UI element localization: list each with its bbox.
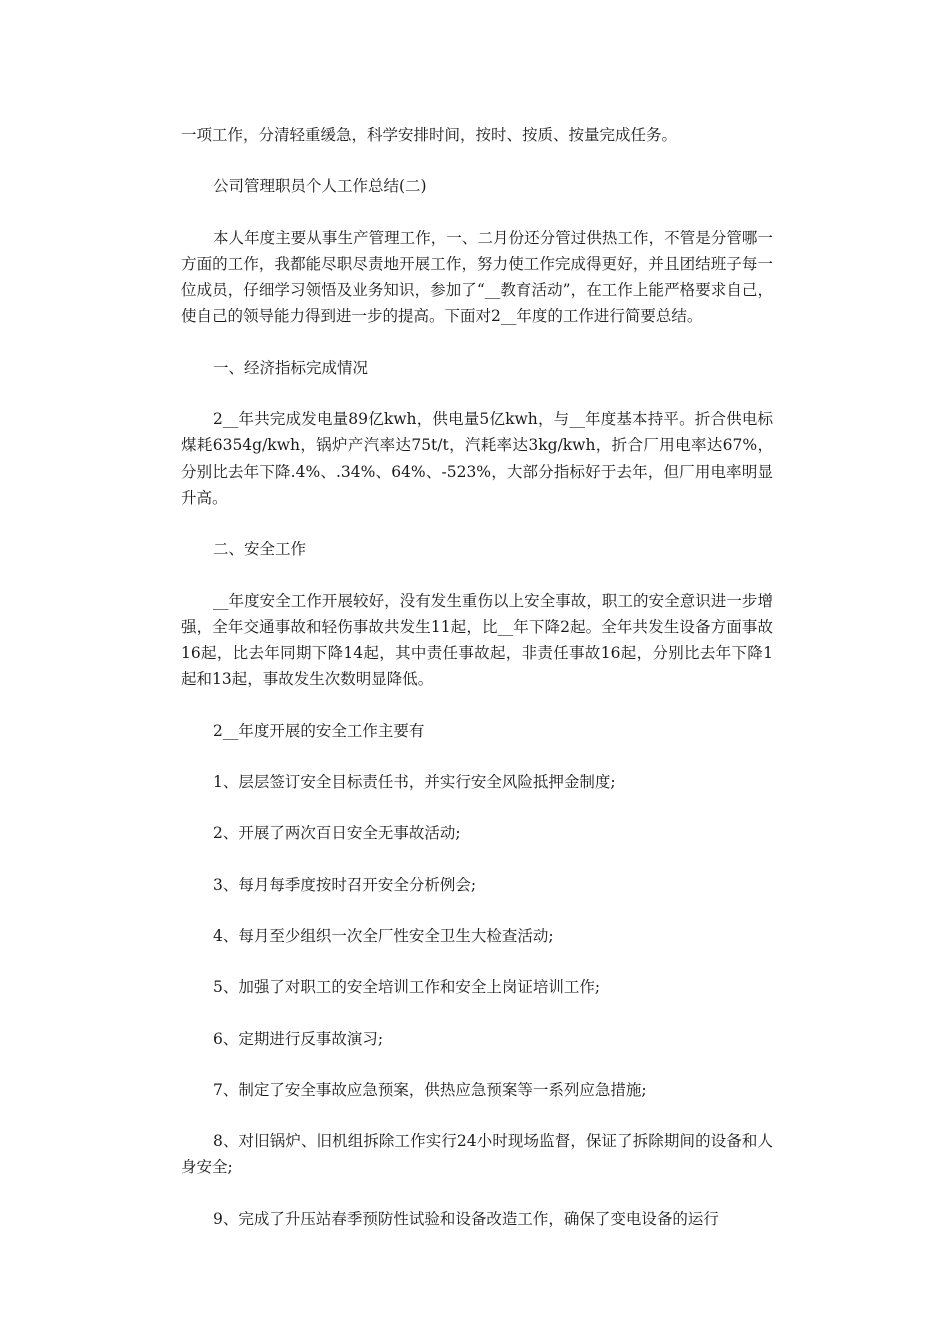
list-item: 6、定期进行反事故演习; [213,1029,384,1048]
list-item: 9、完成了升压站春季预防性试验和设备改造工作，确保了变电设备的运行 [213,1209,719,1228]
list-item: 2、开展了两次百日安全无事故活动; [213,824,461,843]
paragraph-intro: 本人年度主要从事生产管理工作，一、二月份还分管过供热工作，不管是分管哪一方面的工作，我都能尽职尽责地开展工作，努力使工作完成得更好，并且团结班子每一位成员，仔细学习领悟及业务知识，参加了“__教育活动”，在工作上能严格要求自己，使自己的领导能力得到进一步的提高。下面对2__年度的工作进行简要总结。 [181,228,773,326]
list-item: 3、每月每季度按时召开安全分析例会; [213,875,477,894]
document-body [181,122,773,1257]
list-item: 8、对旧锅炉、旧机组拆除工作实行24小时现场监督，保证了拆除期间的设备和人身安全; [181,1132,773,1177]
list-item: 5、加强了对职工的安全培训工作和安全上岗证培训工作; [213,978,601,997]
list-item: 7、制定了安全事故应急预案，供热应急预案等一系列应急措施; [213,1080,647,1099]
list-item: 1、层层签订安全目标责任书，并实行安全风险抵押金制度; [213,773,616,792]
section-title: 公司管理职员个人工作总结(二) [213,177,427,196]
list-item: 4、每月至少组织一次全厂性安全卫生大检查活动; [213,926,554,945]
paragraph-continuation: 一项工作，分清轻重缓急，科学安排时间，按时、按质、按量完成任务。 [181,126,678,144]
paragraph-safety-work: __年度安全工作开展较好，没有发生重伤以上安全事故，职工的安全意识进一步增强，全年交通事故和轻伤事故共发生11起，比__年下降2起。全年共发生设备方面事故16起，比去年同期下降14起，其中责任事故起，非责任事故16起，分别比去年下降1起和13起，事故发生次数明显降低。 [181,591,773,689]
heading-economic-indicators: 一、经济指标完成情况 [213,358,369,377]
list-intro: 2__年度开展的安全工作主要有 [213,721,425,740]
heading-safety-work: 二、安全工作 [213,540,307,559]
paragraph-economic-indicators: 2__年共完成发电量89亿kwh，供电量5亿kwh，与__年度基本持平。折合供电标煤耗6354g/kwh，锅炉产汽率达75t/t，汽耗率达3kg/kwh，折合厂用电率达67%，分别比去年下降.4%、.34%、64%、-523%，大部分指标好于去年，但厂用电率明显升高。 [181,410,773,507]
